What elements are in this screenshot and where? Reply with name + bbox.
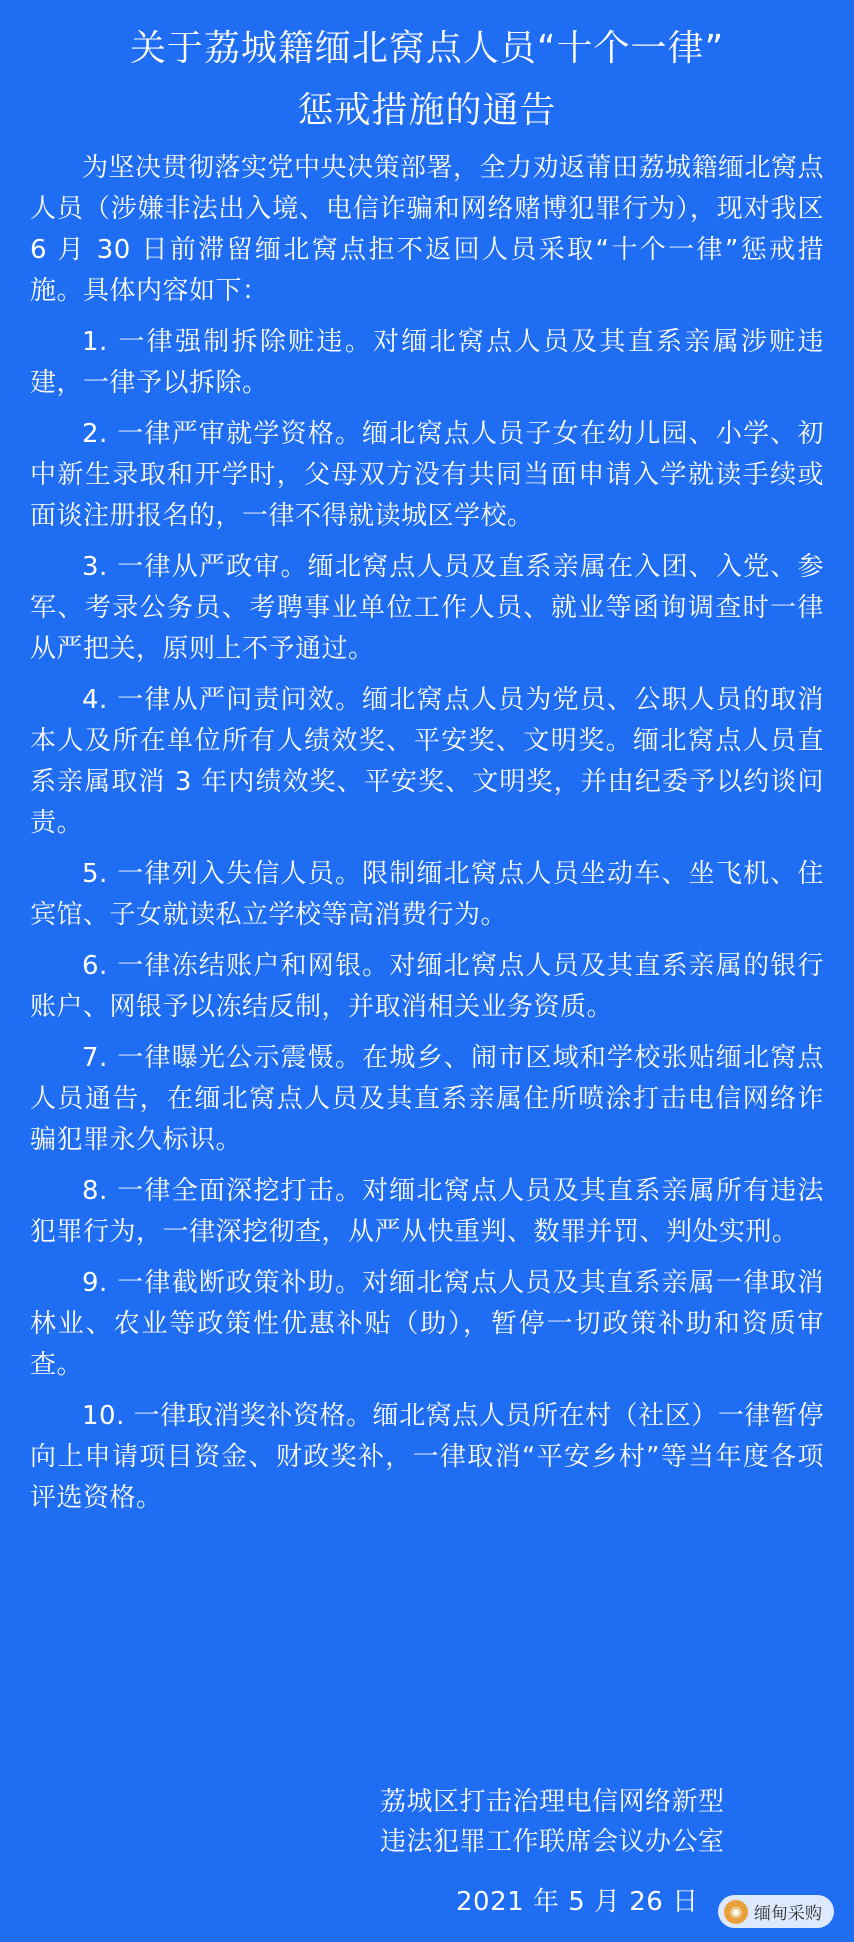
title-line-2: 惩戒措施的通告 [297, 90, 557, 131]
measure-item-8: 8. 一律全面深挖打击。对缅北窝点人员及其直系亲属所有违法犯罪行为，一律深挖彻查，从严从快重判、数罪并罚、判处实刑。 [30, 1176, 824, 1247]
chat-bubble-icon: ◉ [724, 1900, 748, 1924]
title-line-1: 关于荔城籍缅北窝点人员“十个一律” [129, 28, 725, 69]
measure-item-7: 7. 一律曝光公示震慑。在城乡、闹市区域和学校张贴缅北窝点人员通告，在缅北窝点人员及其直系亲属住所喷涂打击电信网络诈骗犯罪永久标识。 [30, 1043, 824, 1155]
measure-item-6: 6. 一律冻结账户和网银。对缅北窝点人员及其直系亲属的银行账户、网银予以冻结反制，并取消相关业务资质。 [30, 951, 824, 1022]
intro-paragraph: 为坚决贯彻落实党中央决策部署，全力劝返莆田荔城籍缅北窝点人员（涉嫌非法出入境、电信诈骗和网络赌博犯罪行为），现对我区 6 月 30 日前滞留缅北窝点拒不返回人员采取“十个一律”惩戒措施。具体内容如下： [30, 153, 825, 306]
measure-item-10: 10. 一律取消奖补资格。缅北窝点人员所在村（社区）一律暂停向上申请项目资金、财政奖补，一律取消“平安乡村”等当年度各项评选资格。 [30, 1401, 824, 1513]
watermark-badge [718, 1895, 834, 1928]
watermark-text: 缅甸采购 [754, 1904, 822, 1924]
measure-item-3: 3. 一律从严政审。缅北窝点人员及直系亲属在入团、入党、参军、考录公务员、考聘事业单位工作人员、就业等函询调查时一律从严把关，原则上不予通过。 [30, 552, 824, 664]
issue-date: 2021 年 5 月 26 日 [456, 1887, 699, 1917]
measure-item-4: 4. 一律从严问责问效。缅北窝点人员为党员、公职人员的取消本人及所在单位所有人绩效奖、平安奖、文明奖。缅北窝点人员直系亲属取消 3 年内绩效奖、平安奖、文明奖，并由纪委予以约谈问责。 [30, 685, 824, 838]
measure-item-5: 5. 一律列入失信人员。限制缅北窝点人员坐动车、坐飞机、住宾馆、子女就读私立学校等高消费行为。 [30, 859, 824, 930]
notice-title [30, 18, 824, 142]
issuer-line-1: 荔城区打击治理电信网络新型 [380, 1787, 725, 1817]
issuer-signature [380, 1782, 725, 1862]
issuer-line-2: 违法犯罪工作联席会议办公室 [380, 1827, 725, 1857]
measure-item-1: 1. 一律强制拆除赃违。对缅北窝点人员及其直系亲属涉赃违建，一律予以拆除。 [30, 327, 824, 398]
measure-item-2: 2. 一律严审就学资格。缅北窝点人员子女在幼儿园、小学、初中新生录取和开学时，父母双方没有共同当面申请入学就读手续或面谈注册报名的，一律不得就读城区学校。 [30, 419, 824, 531]
measure-item-9: 9. 一律截断政策补助。对缅北窝点人员及其直系亲属一律取消林业、农业等政策性优惠补贴（助），暂停一切政策补助和资质审查。 [30, 1268, 824, 1380]
